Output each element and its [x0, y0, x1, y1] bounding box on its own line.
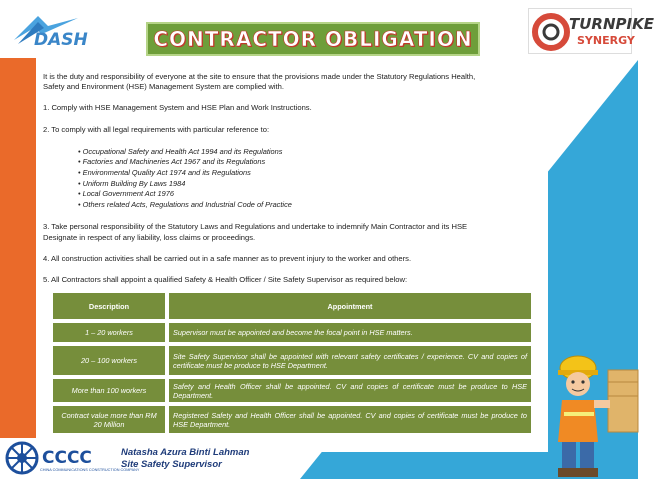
cccc-logo: [0, 438, 140, 479]
point-2: 2. To comply with all legal requirements with particular reference to:: [43, 125, 270, 134]
legal-ref-6: • Others related Acts, Regulations and Industrial Code of Practice: [78, 200, 292, 209]
table-row: [52, 378, 532, 403]
table-header-row: [52, 292, 532, 320]
intro-line-1: It is the duty and responsibility of everyone at the site to ensure that the provisions made under the Statutory Regulations Health,: [43, 72, 476, 81]
point-3-line-1: 3. Take personal responsibility of the Statutory Laws and Regulations and undertake to indemnify Main Contractor and its HSE: [43, 222, 468, 231]
appointment-table: [52, 292, 532, 436]
point-1: 1. Comply with HSE Management System and HSE Plan and Work Instructions.: [43, 103, 312, 112]
header-appointment: Appointment: [168, 292, 532, 320]
title-banner: [146, 22, 480, 56]
header-description: Description: [52, 292, 166, 320]
row-appointment: Registered Safety and Health Officer shall be appointed. CV and copies of certificate must be produce to HSE Department.: [168, 405, 532, 434]
dash-logo: [8, 8, 88, 56]
row-description: 1 – 20 workers: [52, 322, 166, 343]
author-role: Site Safety Supervisor: [121, 459, 222, 470]
legal-ref-2: • Factories and Machineries Act 1967 and its Regulations: [78, 157, 266, 166]
cccc-logo-subtext: CHINA COMMUNICATIONS CONSTRUCTION COMPANY: [40, 468, 140, 472]
legal-ref-3: • Environmental Quality Act 1974 and its Regulations: [78, 168, 251, 177]
page-title: CONTRACTOR OBLIGATION: [153, 27, 473, 51]
turnpike-synergy-logo: [528, 8, 654, 54]
construction-worker-icon: [548, 352, 638, 479]
row-description: 20 – 100 workers: [52, 345, 166, 376]
table-row: [52, 345, 532, 376]
row-appointment: Safety and Health Officer shall be appointed. CV and copies of certificate must be produce to HSE Department.: [168, 378, 532, 403]
turnpike-circle-icon: [531, 10, 571, 54]
author-name: Natasha Azura Binti Lahman: [121, 447, 250, 458]
row-description: Contract value more than RM 20 Million: [52, 405, 166, 434]
turnpike-logo-text: TURNPIKE: [569, 15, 654, 33]
legal-ref-5: • Local Government Act 1976: [78, 189, 174, 198]
row-appointment: Supervisor must be appointed and become the focal point in HSE matters.: [168, 322, 532, 343]
intro-line-2: Safety and Environment (HSE) Management System are complied with.: [43, 82, 284, 91]
cccc-logo-text: CCCC: [42, 448, 92, 468]
synergy-logo-text: SYNERGY: [577, 34, 635, 47]
cccc-emblem-icon: [2, 438, 42, 478]
point-4: 4. All construction activities shall be carried out in a safe manner as to prevent injury to the worker and others.: [43, 254, 412, 263]
table-row: [52, 322, 532, 343]
row-appointment: Site Safety Supervisor shall be appointed with relevant safety certificates / experience. CV and copies of certificate must be produce to HSE Department.: [168, 345, 532, 376]
table-row: [52, 405, 532, 434]
row-description: More than 100 workers: [52, 378, 166, 403]
point-5: 5. All Contractors shall appoint a qualified Safety & Health Officer / Site Safety Supervisor as required below:: [43, 275, 408, 284]
point-3-line-2: Designate in respect of any liability, loss claims or proceedings.: [43, 233, 256, 242]
dash-logo-text: DASH: [34, 30, 88, 50]
legal-ref-1: • Occupational Safety and Health Act 1994 and its Regulations: [78, 147, 283, 156]
legal-ref-4: • Uniform Building By Laws 1984: [78, 179, 186, 188]
